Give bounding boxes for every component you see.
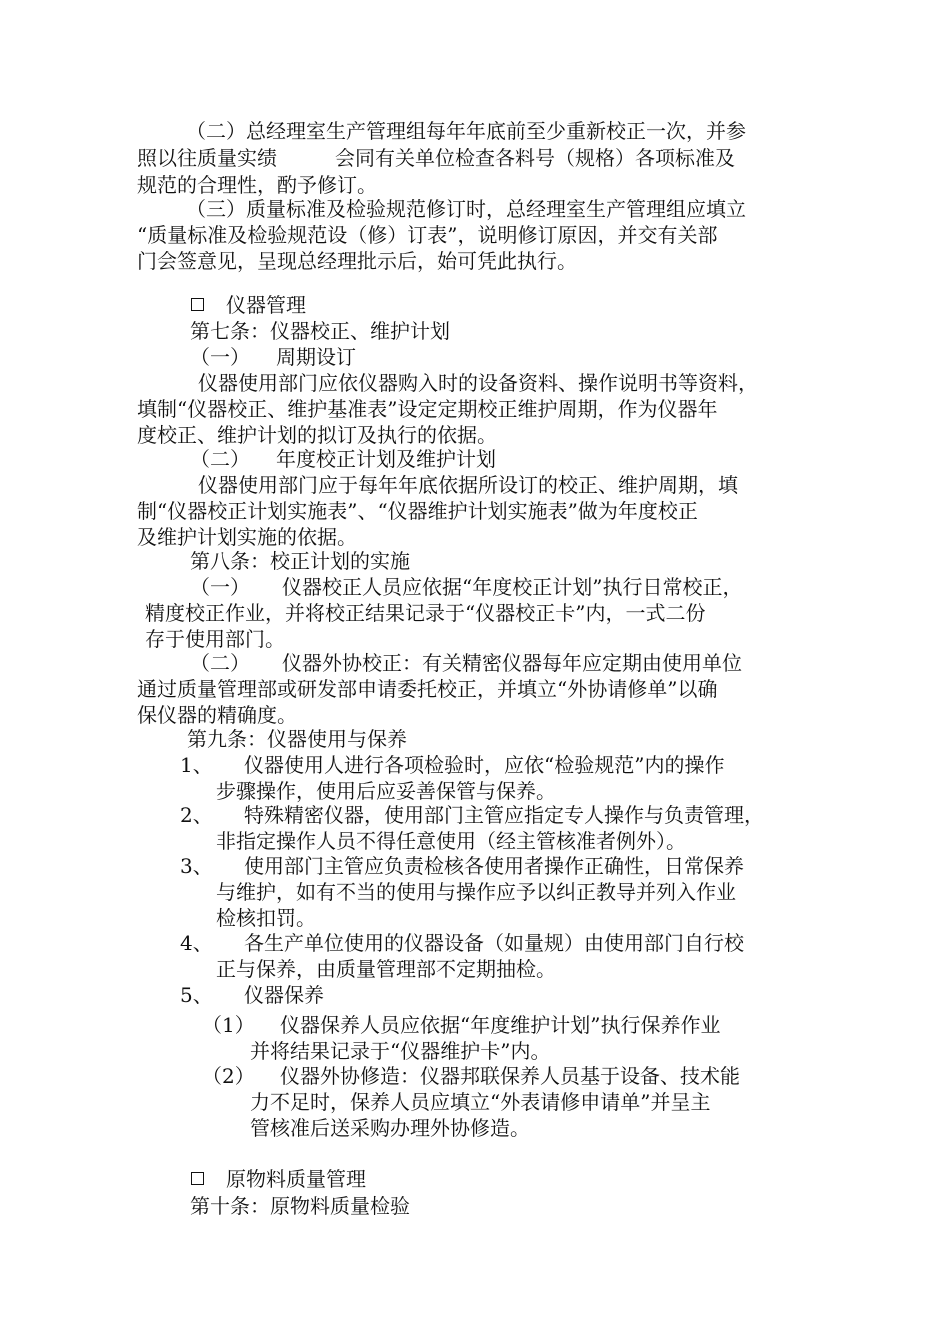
paragraph-3-line-3: 门会签意见，呈现总经理批示后，始可凭此执行。 [137, 249, 577, 273]
article-9-sub-2-number: （2） [202, 1064, 255, 1088]
article-9-sub-2-line-3: 管核准后送采购办理外协修造。 [250, 1116, 530, 1140]
article-9-item-4-line-1: 各生产单位使用的仪器设备（如量规）由使用部门自行校 [244, 931, 744, 955]
article-7-title: 第七条：仪器校正、维护计划 [190, 319, 450, 343]
article-9-sub-2-line-1: 仪器外协修造：仪器邦联保养人员基于设备、技术能 [280, 1064, 740, 1088]
article-7-sub-2-heading [190, 446, 496, 473]
paragraph-3-line-1: （三）质量标准及检验规范修订时，总经理室生产管理组应填立 [186, 197, 746, 221]
article-8-item-2-number: （二） [190, 651, 250, 675]
article-9-item-5-number: 5、 [180, 983, 213, 1007]
checkbox-square-icon [191, 298, 204, 311]
checkbox-square-icon [191, 1172, 204, 1185]
article-7-sub-2-title: 年度校正计划及维护计划 [276, 447, 496, 471]
article-8-item-2-line-3: 保仪器的精确度。 [137, 703, 297, 727]
article-7-sub-2-line-3: 及维护计划实施的依据。 [137, 525, 357, 549]
article-9-item-1-line-1: 仪器使用人进行各项检验时，应依“检验规范”内的操作 [244, 753, 725, 777]
article-9-item-2-number: 2、 [180, 803, 213, 827]
paragraph-2-line-3: 规范的合理性，酌予修订。 [137, 173, 377, 197]
paragraph-2-line-2a: 照以往质量实绩 [137, 146, 277, 170]
article-8-item-1-line-1 [190, 574, 742, 601]
article-9-item-3-line-3: 检核扣罚。 [216, 906, 316, 930]
article-9-sub-1-number: （1） [202, 1013, 255, 1037]
article-9-sub-2-line-2: 力不足时，保养人员应填立“外表请修申请单”并呈主 [250, 1090, 711, 1114]
article-9-sub-1-line-1: 仪器保养人员应依据“年度维护计划”执行保养作业 [280, 1013, 721, 1037]
article-8-item-1-line-3: 存于使用部门。 [145, 627, 285, 651]
paragraph-2-line-2 [137, 145, 735, 172]
article-7-sub-2-line-2: 制“仪器校正计划实施表”、“仪器维护计划实施表”做为年度校正 [137, 499, 698, 523]
article-8-item-2-line-1 [190, 650, 742, 677]
section-title-instruments: 仪器管理 [226, 293, 306, 317]
article-9-item-2-line-2: 非指定操作人员不得任意使用（经主管核准者例外）。 [216, 829, 686, 853]
article-9-item-5-line-1: 仪器保养 [244, 983, 324, 1007]
article-7-sub-2-number: （二） [190, 447, 250, 471]
article-7-sub-1-line-1: 仪器使用部门应依仪器购入时的设备资料、操作说明书等资料， [198, 371, 758, 395]
paragraph-3-line-2: “质量标准及检验规范设（修）订表”，说明修订原因，并交有关部 [137, 223, 718, 247]
article-9-item-3-number: 3、 [180, 854, 213, 878]
article-9-item-4-number: 4、 [180, 931, 213, 955]
paragraph-2-line-1: （二）总经理室生产管理组每年年底前至少重新校正一次，并参 [186, 119, 746, 143]
article-9-item-1-line-2: 步骤操作，使用后应妥善保管与保养。 [216, 779, 556, 803]
article-8-item-1-text: 仪器校正人员应依据“年度校正计划”执行日常校正， [282, 575, 743, 599]
article-8-item-1-line-2: 精度校正作业，并将校正结果记录于“仪器校正卡”内，一式二份 [145, 601, 706, 625]
article-9-item-2-line-1: 特殊精密仪器，使用部门主管应指定专人操作与负责管理， [244, 803, 764, 827]
article-8-title: 第八条：校正计划的实施 [190, 549, 410, 573]
article-7-sub-1-line-2: 填制“仪器校正、维护基准表”设定定期校正维护周期，作为仪器年 [137, 397, 718, 421]
paragraph-2-line-2b: 会同有关单位检查各料号（规格）各项标准及 [335, 146, 735, 170]
section-heading-materials [191, 1166, 366, 1193]
article-9-item-1-number: 1、 [180, 753, 213, 777]
article-9-item-4-line-2: 正与保养，由质量管理部不定期抽检。 [216, 957, 556, 981]
article-9-title: 第九条：仪器使用与保养 [187, 727, 407, 751]
section-title-materials: 原物料质量管理 [226, 1167, 366, 1191]
article-7-sub-1-line-3: 度校正、维护计划的拟订及执行的依据。 [137, 423, 497, 447]
article-9-item-3-line-2: 与维护，如有不当的使用与操作应予以纠正教导并列入作业 [216, 880, 736, 904]
article-7-sub-2-line-1: 仪器使用部门应于每年年底依据所设订的校正、维护周期，填 [198, 473, 738, 497]
article-7-sub-1-heading [190, 344, 356, 371]
article-9-item-3-line-1: 使用部门主管应负责检核各使用者操作正确性，日常保养 [244, 854, 744, 878]
article-8-item-2-text: 仪器外协校正：有关精密仪器每年应定期由使用单位 [282, 651, 742, 675]
article-8-item-2-line-2: 通过质量管理部或研发部申请委托校正，并填立“外协请修单”以确 [137, 677, 718, 701]
section-heading-instruments [191, 292, 306, 319]
article-9-sub-1-line-2: 并将结果记录于“仪器维护卡”内。 [250, 1039, 551, 1063]
article-10-title: 第十条：原物料质量检验 [190, 1194, 410, 1218]
article-7-sub-1-title: 周期设订 [276, 345, 356, 369]
article-8-item-1-number: （一） [190, 575, 250, 599]
article-7-sub-1-number: （一） [190, 345, 250, 369]
